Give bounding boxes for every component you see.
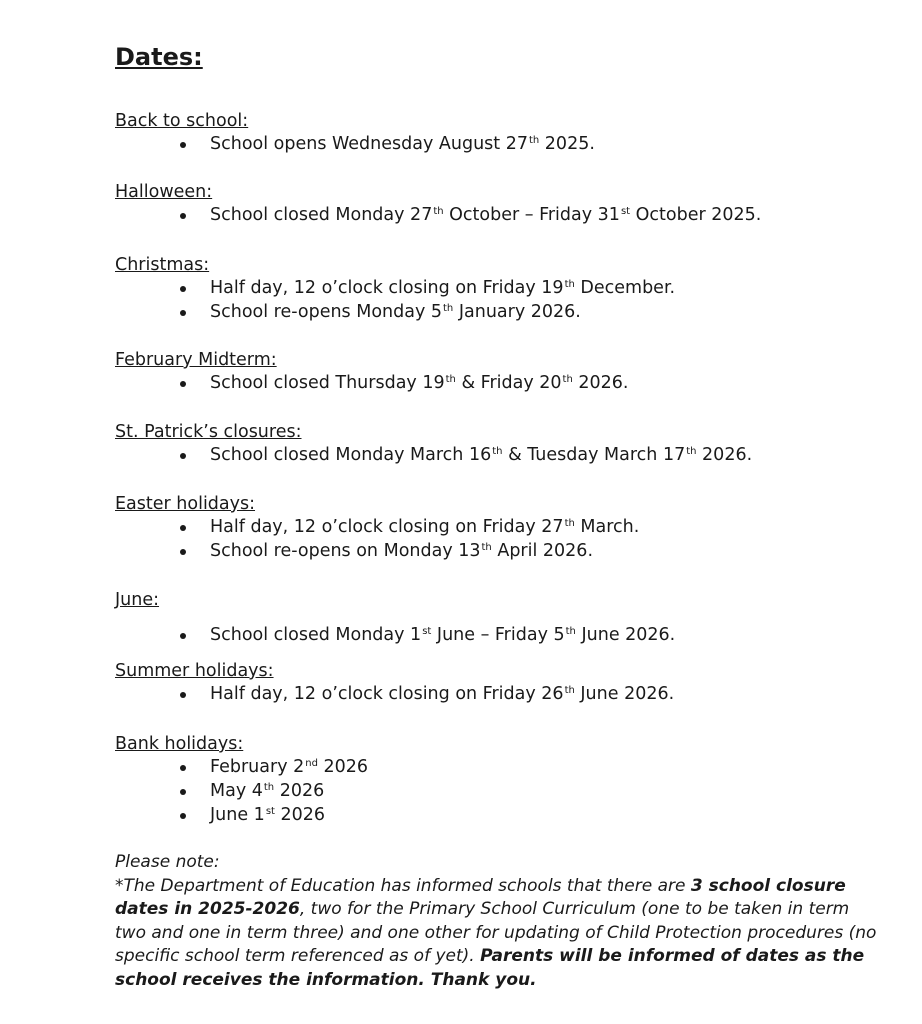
date-section [115, 349, 628, 395]
date-section [115, 660, 674, 706]
please-note [115, 851, 885, 992]
date-list [115, 443, 752, 467]
section-heading: Halloween: [115, 182, 213, 202]
date-list [115, 132, 595, 156]
ordinal-suffix: th [445, 374, 456, 385]
date-list [115, 682, 674, 706]
date-section [115, 181, 761, 227]
ordinal-suffix: th [686, 446, 697, 457]
ordinal-suffix: th [443, 303, 454, 314]
list-item: February 2nd 2026 [115, 755, 368, 779]
ordinal-suffix: th [565, 626, 576, 637]
page-title: Dates: [115, 43, 203, 71]
section-heading: February Midterm: [115, 350, 277, 370]
note-body: *The Department of Education has informed schools that there are 3 school closure dates in 2025-2026, two for the Primary School Curriculum (one to be taken in term two and one in term three) and one other for updating of Child Protection procedures (no specific school term referenced as of yet). Parents will be informed of dates as the school receives the information. Thank you. [115, 875, 877, 990]
section-heading: June: [115, 590, 160, 610]
section-heading: Bank holidays: [115, 734, 244, 754]
date-list [115, 276, 675, 324]
section-heading: Easter holidays: [115, 494, 256, 514]
ordinal-suffix: st [265, 806, 275, 817]
date-list [115, 515, 639, 563]
ordinal-suffix: th [492, 446, 503, 457]
date-section [115, 733, 368, 827]
list-item: School closed Monday March 16th & Tuesday March 17th 2026. [115, 443, 752, 467]
date-section [115, 421, 752, 467]
date-section [115, 493, 639, 563]
list-item: School re-opens on Monday 13th April 2026. [115, 539, 639, 563]
list-item: School closed Thursday 19th & Friday 20th 2026. [115, 371, 628, 395]
section-heading: Christmas: [115, 255, 210, 275]
list-item: School re-opens Monday 5th January 2026. [115, 300, 675, 324]
section-heading: St. Patrick’s closures: [115, 422, 302, 442]
note-label: Please note: [115, 852, 220, 872]
ordinal-suffix: th [562, 374, 573, 385]
ordinal-suffix: th [433, 206, 444, 217]
ordinal-suffix: st [620, 206, 631, 217]
date-section [115, 254, 675, 324]
date-list [115, 203, 761, 227]
date-list [115, 371, 628, 395]
section-heading: Summer holidays: [115, 661, 274, 681]
ordinal-suffix: th [564, 685, 575, 696]
ordinal-suffix: st [422, 626, 432, 637]
ordinal-suffix: th [481, 542, 492, 553]
ordinal-suffix: th [263, 782, 275, 793]
emphasis-text: 3 school closure dates in 2025-2026 [115, 875, 846, 919]
section-heading: Back to school: [115, 111, 249, 131]
ordinal-suffix: nd [305, 758, 318, 769]
list-item: School opens Wednesday August 27th 2025. [115, 132, 595, 156]
ordinal-suffix: th [528, 135, 540, 146]
list-item: Half day, 12 o’clock closing on Friday 26th June 2026. [115, 682, 674, 706]
list-item: Half day, 12 o’clock closing on Friday 27th March. [115, 515, 639, 539]
list-item: School closed Monday 1st June – Friday 5th June 2026. [115, 623, 675, 647]
list-item: May 4th 2026 [115, 779, 368, 803]
ordinal-suffix: th [564, 279, 575, 290]
date-list [115, 755, 368, 827]
date-section [115, 110, 595, 156]
date-list [115, 623, 675, 647]
list-item: Half day, 12 o’clock closing on Friday 19th December. [115, 276, 675, 300]
date-section [115, 589, 675, 647]
list-item: School closed Monday 27th October – Friday 31st October 2025. [115, 203, 761, 227]
emphasis-text: Parents will be informed of dates as the school receives the information. Thank you. [115, 946, 865, 990]
list-item: June 1st 2026 [115, 803, 368, 827]
ordinal-suffix: th [564, 518, 575, 529]
